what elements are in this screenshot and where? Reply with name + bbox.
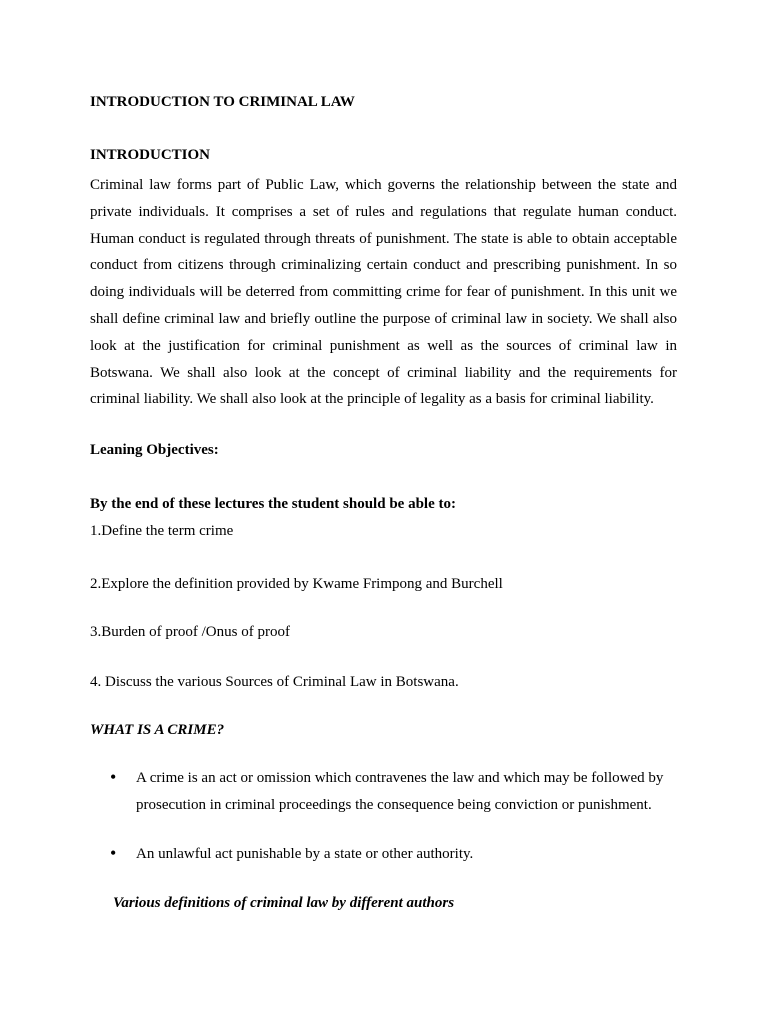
objective-item: 3.Burden of proof /Onus of proof [90, 624, 290, 640]
objective-item: 4. Discuss the various Sources of Criminal Law in Botswana. [90, 674, 459, 690]
objectives-heading: Leaning Objectives: [90, 442, 219, 458]
introduction-heading: INTRODUCTION [90, 147, 211, 163]
objectives-intro: By the end of these lectures the student should be able to: [90, 496, 456, 512]
bullet-icon: • [110, 843, 117, 863]
objective-item: 1.Define the term crime [90, 523, 234, 539]
definitions-heading: Various definitions of criminal law by different authors [113, 895, 455, 911]
bullet-icon: • [110, 767, 117, 787]
crime-heading: WHAT IS A CRIME? [90, 722, 225, 738]
crime-bullet-item: An unlawful act punishable by a state or other authority. [136, 846, 474, 862]
introduction-paragraph: Criminal law forms part of Public Law, which governs the relationship between the state and private individuals. It comprises a set of rules and regulations that regulate human conduct. Human conduct is regulated through threats of punishment. The state is able to obtain acceptable conduct from citizens through criminalizing certain conduct and prescribing punishment. In so doing individuals will be deterred from committing crime for fear of punishment. In this unit we shall define criminal law and briefly outline the purpose of criminal law in society. We shall also look at the justification for criminal punishment as well as the sources of criminal law in Botswana. We shall also look at the concept of criminal liability and the requirements for criminal liability. We shall also look at the principle of legality as a basis for criminal liability. [90, 177, 677, 408]
objective-item: 2.Explore the definition provided by Kwame Frimpong and Burchell [90, 576, 503, 592]
document-title: INTRODUCTION TO CRIMINAL LAW [90, 94, 355, 110]
crime-bullet-item: A crime is an act or omission which contravenes the law and which may be followed by prosecution in criminal proceedings the consequence being conviction or punishment. [136, 770, 664, 813]
